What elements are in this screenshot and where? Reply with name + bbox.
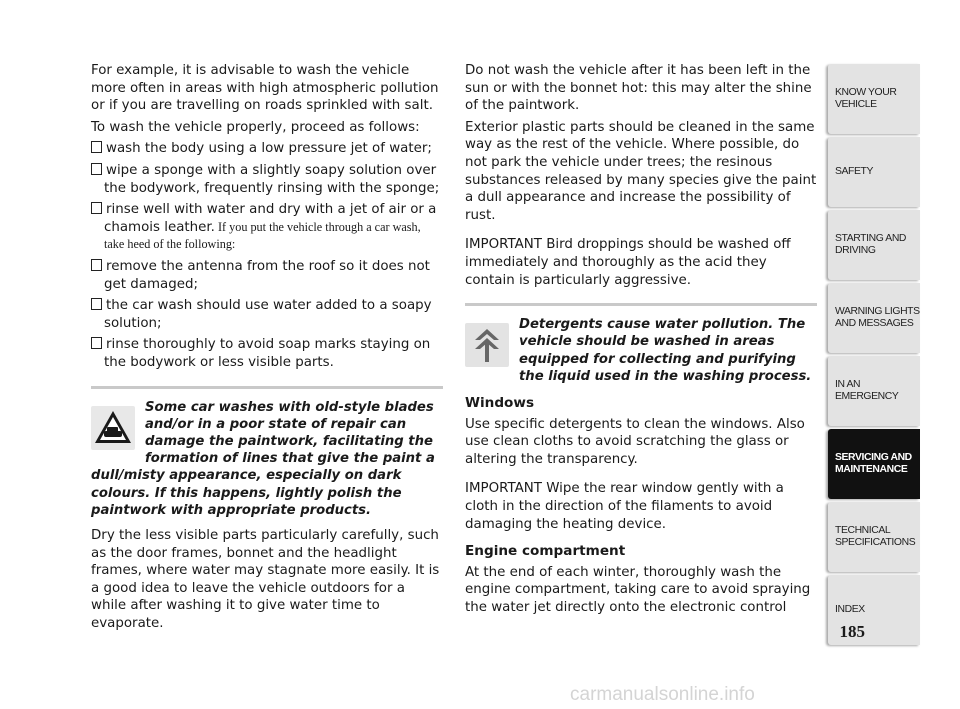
checkbox-icon [91,202,102,214]
chapter-tabs [828,64,920,648]
tab-warning-lights[interactable]: WARNING LIGHTS AND MESSAGES [828,283,920,353]
instruction-lead: To wash the vehicle properly, proceed as follows: [91,119,420,135]
list-item: remove the antenna from the roof so it does not get damaged; [91,258,443,293]
drying-paragraph: Dry the less visible parts particularly carefully, such as the door frames, bonnet and the headlight frames, where water may stagnate more easily. It is a good idea to leave the vehicle outdoors for a while after washing it to give water time to evaporate. [91,527,440,631]
plastic-paragraph: Exterior plastic parts should be cleaned in the same way as the rest of the vehicle. Where possible, do not park the vehicle under trees; the resinous substances released by many species give the paint a dull appearance and increase the possibility of rust. [465,119,817,223]
divider [465,303,817,306]
tab-technical-specifications[interactable]: TECHNICAL SPECIFICATIONS [828,502,920,572]
tab-know-your-vehicle[interactable]: KNOW YOUR VEHICLE [828,64,920,134]
list-item: wipe a sponge with a slightly soapy solution over the bodywork, frequently rinsing with the sponge; [91,162,443,197]
tab-in-an-emergency[interactable]: IN AN EMERGENCY [828,356,920,426]
engine-heading: Engine compartment [465,543,626,560]
engine-paragraph: At the end of each winter, thoroughly wash the engine compartment, taking care to avoid spraying the water jet directly onto the electronic control [465,564,811,615]
checkbox-icon [91,259,102,271]
list-item: rinse thoroughly to avoid soap marks staying on the bodywork or less visible parts. [91,336,443,371]
checkbox-icon [91,141,102,153]
tab-servicing-and-maintenance[interactable]: SERVICING AND MAINTENANCE [828,429,920,499]
checkbox-icon [91,163,102,175]
list-item: rinse well with water and dry with a jet of air or a chamois leather. If you put the vehicle through a car wash, take heed of the following: [91,201,443,254]
windows-heading: Windows [465,394,535,411]
intro-paragraph: For example, it is advisable to wash the vehicle more often in areas with high atmospheric pollution or if you are travelling on roads sprinkled with salt. [91,63,439,114]
tab-starting-and-driving[interactable]: STARTING AND DRIVING [828,210,920,280]
tab-safety[interactable]: SAFETY [828,137,920,207]
environment-note: Detergents cause water pollution. The vehicle should be washed in areas equipped for collecting and purifying the liquid used in the washing process. [465,316,817,385]
rear-window-paragraph: IMPORTANT Wipe the rear window gently with a cloth in the direction of the filaments to avoid damaging the heating device. [465,481,784,532]
car-wash-warning-icon [91,406,135,450]
windows-paragraph: Use specific detergents to clean the windows. Also use clean cloths to avoid scratching the glass or altering the transparency. [465,416,805,467]
checkbox-icon [91,337,102,349]
environment-icon [465,323,509,367]
checkbox-icon [91,298,102,310]
bird-droppings-paragraph: IMPORTANT Bird droppings should be washed off immediately and thoroughly as the acid they contain is particularly aggressive. [465,237,791,288]
page-number: 185 [839,622,865,641]
left-column [91,62,443,636]
warning-note: Some car washes with old-style blades and/or in a poor state of repair can damage the paintwork, facilitating the formation of lines that give the paint a dull/misty appearance, especially on dark colours. If this happens, lightly polish the paintwork with appropriate products. [91,399,435,518]
watermark: carmanualsonline.info [570,684,755,705]
list-item: wash the body using a low pressure jet of water; [91,140,443,158]
sun-paragraph: Do not wash the vehicle after it has been left in the sun or with the bonnet hot: this may alter the shine of the paintwork. [465,63,812,114]
right-column [465,62,817,620]
divider [91,386,443,389]
tab-index[interactable]: INDEX [828,575,920,645]
list-item: the car wash should use water added to a soapy solution; [91,297,443,332]
